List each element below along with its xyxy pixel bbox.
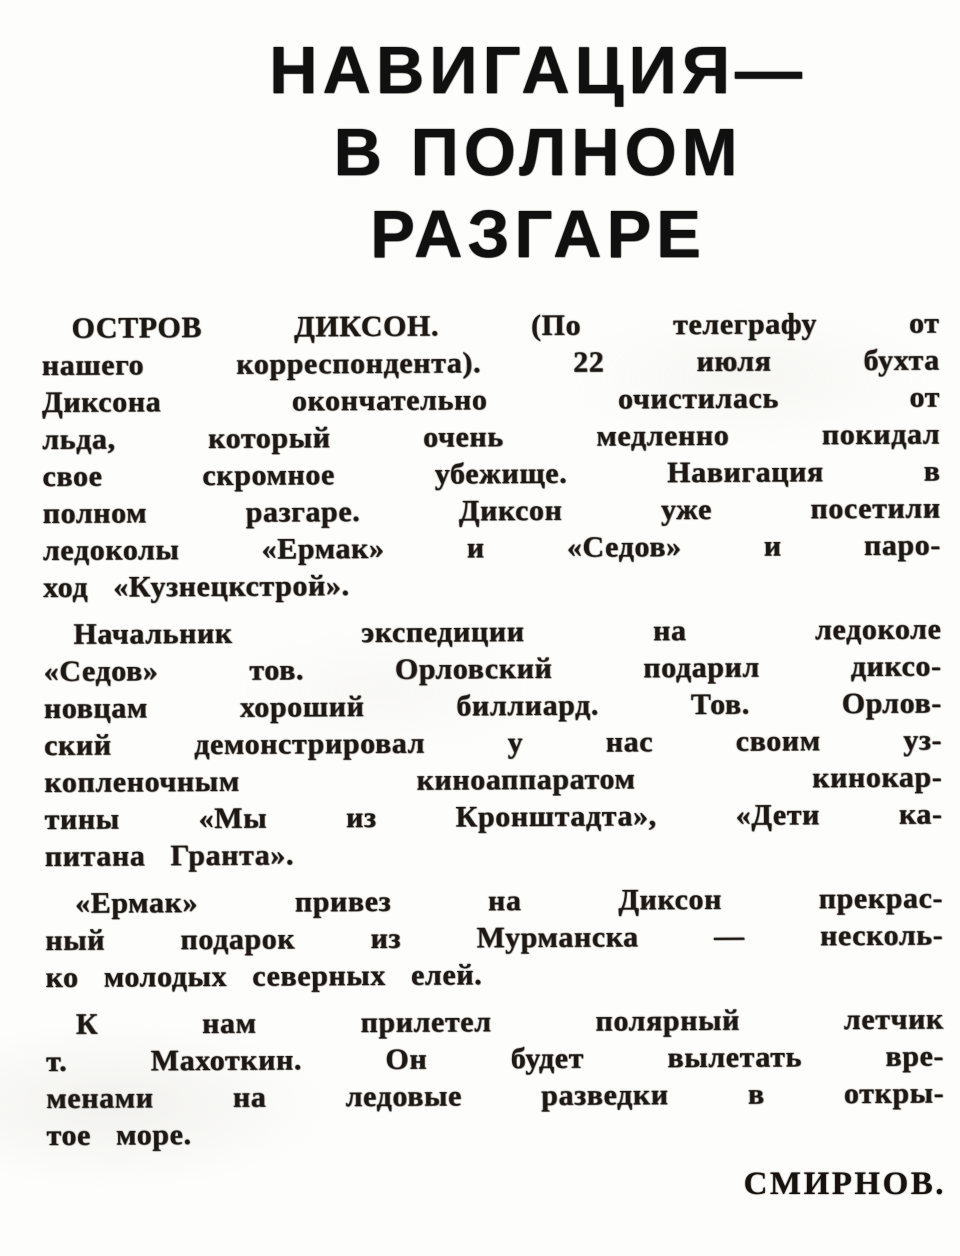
text-line: ход «Кузнецкстрой». <box>43 569 350 605</box>
text-line: новцам хороший биллиард. Тов. Орлов- <box>43 686 942 726</box>
headline-line-3: РАЗГАРЕ <box>370 197 706 272</box>
headline <box>58 0 960 276</box>
headline-line-1: НАВИГАЦИЯ— <box>269 33 807 108</box>
text-line: ОСТРОВ ДИКСОН. (По телеграфу от <box>71 306 940 345</box>
text-line: ко молодых северных елей. <box>45 958 483 994</box>
paragraph <box>45 880 944 996</box>
paragraph <box>41 305 941 606</box>
article-body <box>41 305 944 1154</box>
paragraph <box>46 1001 945 1154</box>
text-line: т. Махоткин. Он будет вылетать вре- <box>45 1039 945 1078</box>
text-line: льда, который очень медленно покидал <box>42 417 941 457</box>
text-line: ный подарок из Мурманска — несколь- <box>45 918 944 957</box>
paragraph <box>43 611 943 875</box>
text-line: менами на ледовые разведки в откры- <box>46 1076 945 1115</box>
headline-line-2: В ПОЛНОМ <box>333 115 743 190</box>
text-line: полном разгаре. Диксон уже посетили <box>42 491 941 531</box>
signature: СМИРНОВ. <box>743 1166 946 1202</box>
text-line: питана Гранта». <box>44 838 295 873</box>
text-line: нашего корреспондента). 22 июля бухта <box>41 343 940 383</box>
text-line: Начальник экспедиции на ледоколе <box>73 612 942 651</box>
text-line: К нам прилетел полярный летчик <box>75 1002 944 1041</box>
text-line: «Ермак» привез на Диксон прекрас- <box>74 881 944 920</box>
text-line: ледоколы «Ермак» и «Седов» и паро- <box>42 528 941 568</box>
text-line: ский демонстрировал у нас своим уз- <box>43 723 943 762</box>
text-line: тины «Мы из Кронштадта», «Дети ка- <box>44 797 943 836</box>
text-line: свое скромное убежище. Навигация в <box>42 454 941 494</box>
text-line: Диксона окончательно очистилась от <box>41 380 941 420</box>
text-line: тое море. <box>46 1118 192 1152</box>
text-line: копленочным киноаппаратом кинокар- <box>44 760 943 799</box>
text-line: «Седов» тов. Орловский подарил диксо- <box>43 649 942 689</box>
